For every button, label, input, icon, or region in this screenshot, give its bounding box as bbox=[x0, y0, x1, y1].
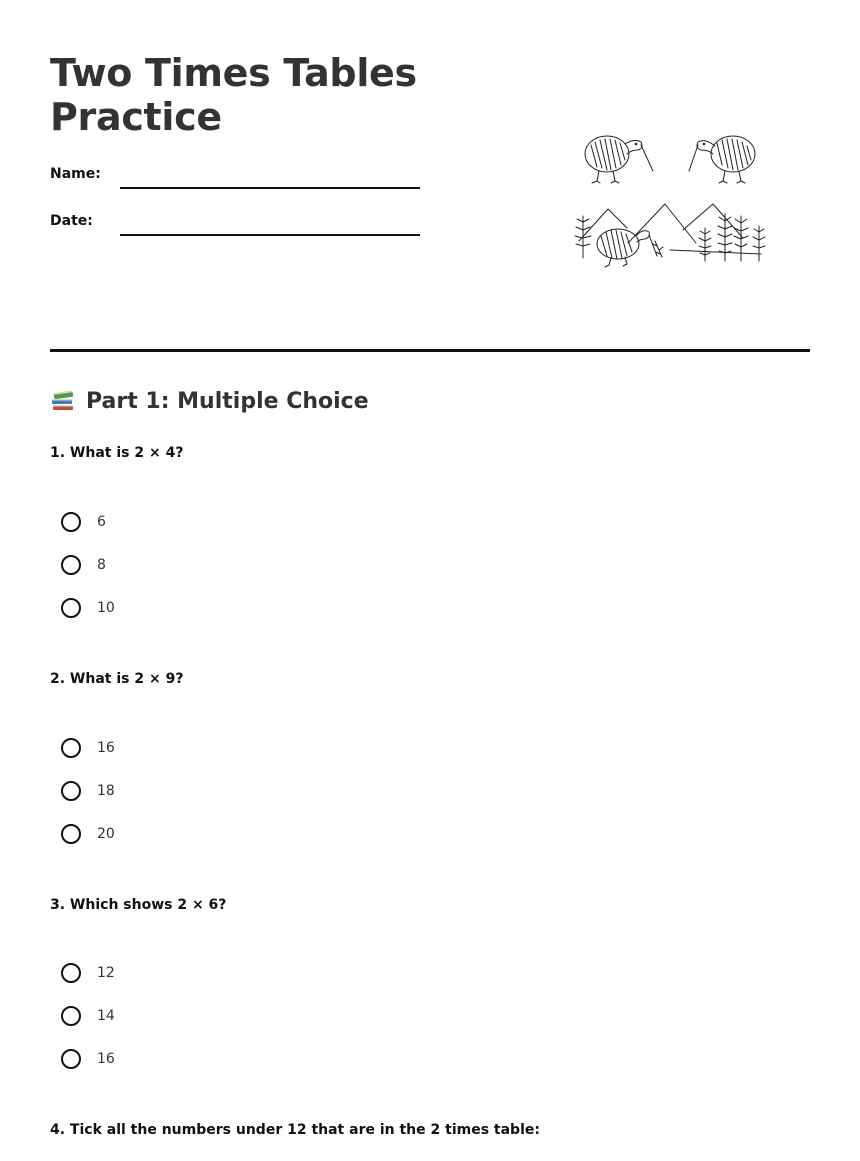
section-divider bbox=[50, 349, 810, 352]
q3-option-2[interactable] bbox=[60, 1004, 115, 1028]
radio-button[interactable] bbox=[61, 555, 81, 575]
radio-button[interactable] bbox=[61, 963, 81, 983]
date-line[interactable] bbox=[120, 234, 420, 236]
radio-button[interactable] bbox=[61, 1006, 81, 1026]
question-4: 4. Tick all the numbers under 12 that are in the 2 times table: bbox=[50, 1122, 540, 1138]
q2-option-3[interactable] bbox=[60, 822, 115, 846]
radio-button[interactable] bbox=[61, 1049, 81, 1069]
name-label: Name: bbox=[50, 166, 101, 182]
kiwi-illustration bbox=[565, 118, 775, 273]
option-label: 14 bbox=[97, 1008, 115, 1024]
option-label: 8 bbox=[97, 557, 106, 573]
q2-option-1[interactable] bbox=[60, 736, 115, 760]
question-3: 3. Which shows 2 × 6? bbox=[50, 897, 227, 913]
books-icon bbox=[50, 388, 76, 414]
q1-option-2[interactable] bbox=[60, 553, 106, 577]
kiwi-right-icon bbox=[689, 136, 755, 183]
mountains-icon bbox=[579, 204, 761, 254]
name-line[interactable] bbox=[120, 187, 420, 189]
option-label: 10 bbox=[97, 600, 115, 616]
q3-option-1[interactable] bbox=[60, 961, 115, 985]
option-label: 18 bbox=[97, 783, 115, 799]
radio-button[interactable] bbox=[61, 512, 81, 532]
radio-button[interactable] bbox=[61, 738, 81, 758]
q3-option-3[interactable] bbox=[60, 1047, 115, 1071]
title-line-1: Two Times Tables bbox=[50, 51, 417, 95]
radio-button[interactable] bbox=[61, 781, 81, 801]
title-line-2: Practice bbox=[50, 95, 222, 139]
q1-option-3[interactable] bbox=[60, 596, 115, 620]
kiwi-bottom-icon bbox=[597, 229, 657, 267]
q1-option-1[interactable] bbox=[60, 510, 106, 534]
option-label: 20 bbox=[97, 826, 115, 842]
question-1: 1. What is 2 × 4? bbox=[50, 445, 184, 461]
option-label: 6 bbox=[97, 514, 106, 530]
question-2: 2. What is 2 × 9? bbox=[50, 671, 184, 687]
page-title bbox=[50, 51, 417, 139]
ferns-icon bbox=[575, 214, 765, 261]
section-heading-text: Part 1: Multiple Choice bbox=[86, 388, 369, 414]
radio-button[interactable] bbox=[61, 824, 81, 844]
q2-option-2[interactable] bbox=[60, 779, 115, 803]
radio-button[interactable] bbox=[61, 598, 81, 618]
section-heading bbox=[50, 388, 369, 414]
option-label: 16 bbox=[97, 740, 115, 756]
date-label: Date: bbox=[50, 213, 93, 229]
kiwi-left-icon bbox=[585, 136, 653, 183]
option-label: 12 bbox=[97, 965, 115, 981]
option-label: 16 bbox=[97, 1051, 115, 1067]
